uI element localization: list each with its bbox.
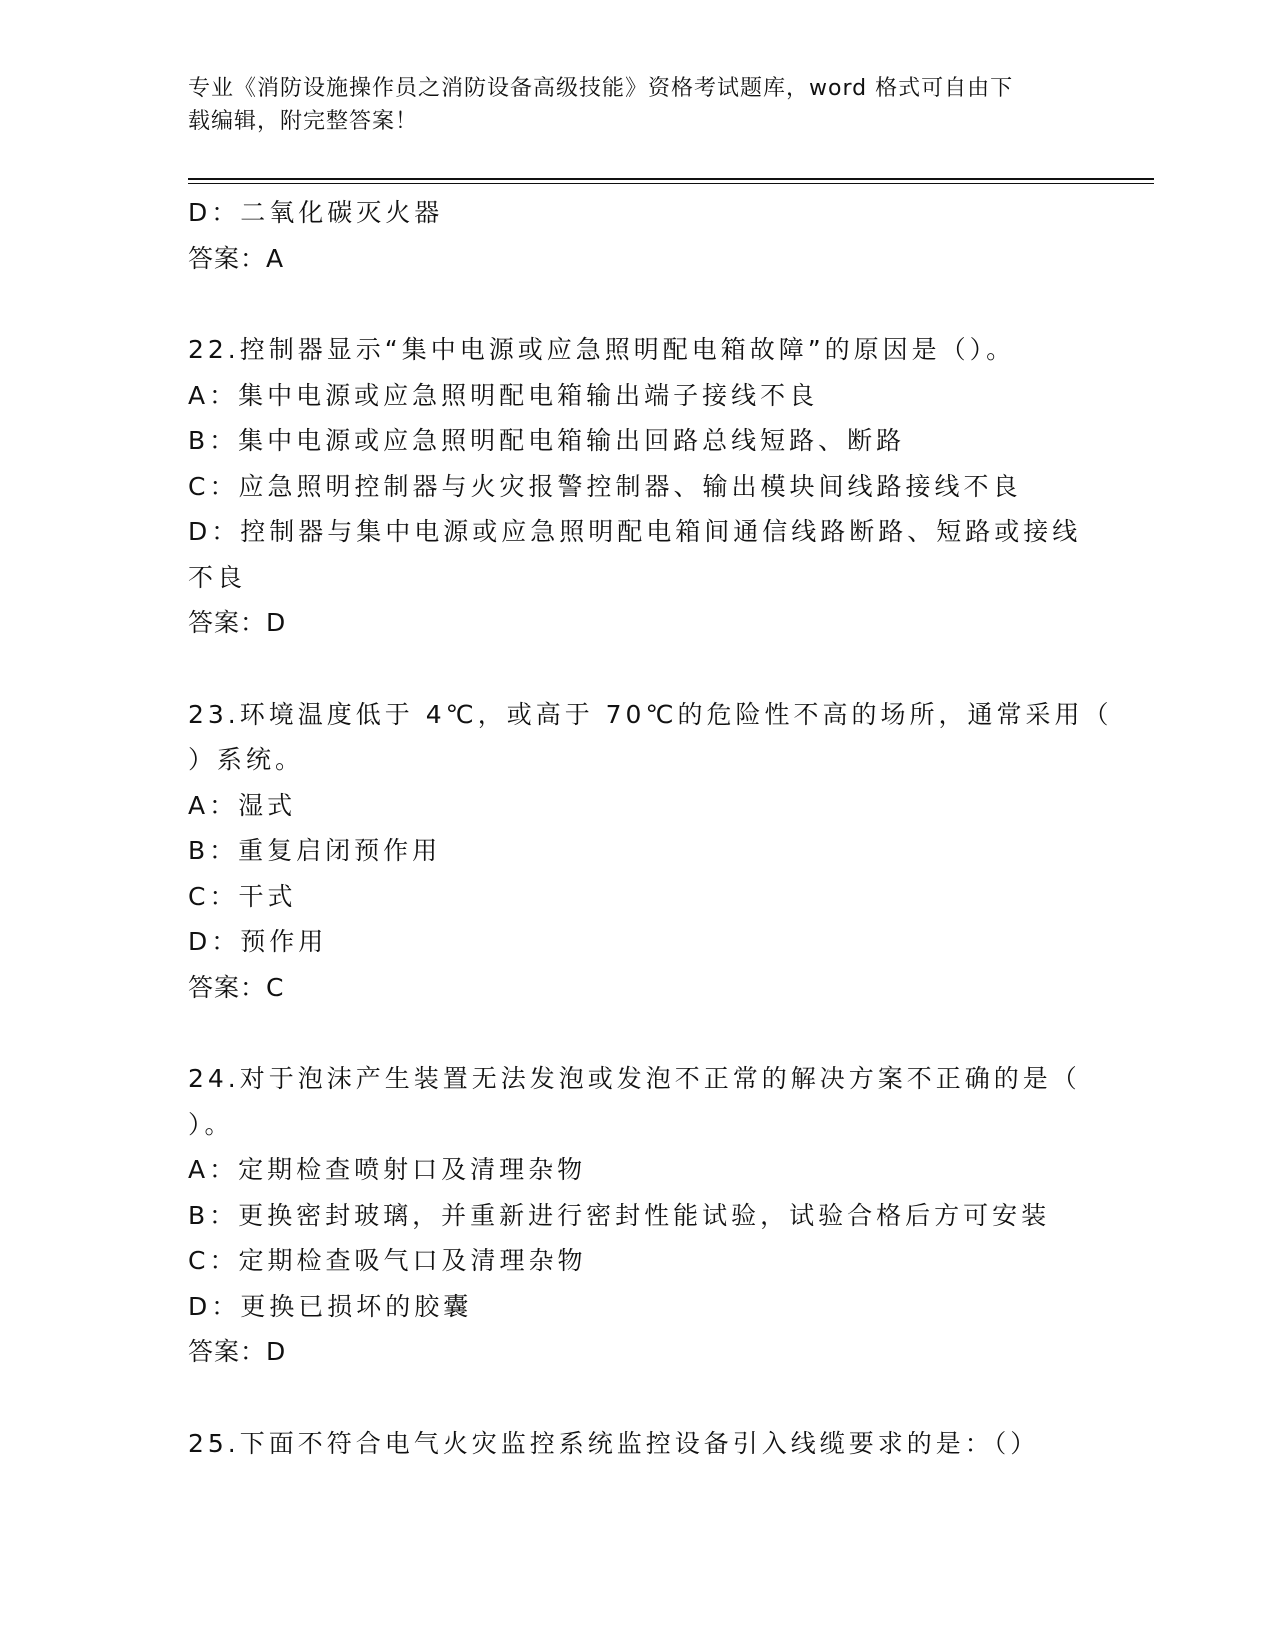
question-stem: 23.环境温度低于 4℃，或高于 70℃的危险性不高的场所，通常采用（ [188, 699, 1113, 729]
spacer [188, 281, 1078, 327]
spacer [188, 646, 1078, 692]
option-b: B：重复启闭预作用 [188, 836, 442, 865]
question-stem-continued: ）。 [188, 1109, 234, 1139]
option-a: A：集中电源或应急照明配电箱输出端子接线不良 [188, 380, 819, 410]
option-c: C：定期检查吸气口及清理杂物 [188, 1246, 587, 1275]
option-d: D：更换已损坏的胶囊 [188, 1291, 473, 1321]
spacer [188, 1375, 1078, 1421]
header-line-1: 专业《消防设施操作员之消防设备高级技能》资格考试题库，word 格式可自由下 [188, 76, 1014, 101]
document-header [188, 72, 1068, 138]
option-c: C：应急照明控制器与火灾报警控制器、输出模块间线路接线不良 [188, 471, 1022, 501]
question-21 [188, 190, 1078, 281]
option-a: A：湿式 [188, 790, 297, 820]
option-d: D：二氧化碳灭火器 [188, 198, 444, 227]
question-23 [188, 692, 1113, 1011]
question-stem: 24.对于泡沫产生装置无法发泡或发泡不正常的解决方案不正确的是（ [188, 1064, 1081, 1093]
question-list [188, 190, 1113, 1466]
header-divider-thick [188, 178, 1154, 180]
question-stem-continued: ）系统。 [188, 745, 305, 774]
answer: 答案：D [188, 608, 287, 637]
option-d: D：控制器与集中电源或应急照明配电箱间通信线路断路、短路或接线 [188, 517, 1082, 546]
question-stem: 25.下面不符合电气火灾监控系统监控设备引入线缆要求的是：（） [188, 1428, 1040, 1458]
spacer [188, 1010, 1078, 1056]
header-line-2: 载编辑，附完整答案！ [188, 109, 419, 134]
question-24 [188, 1056, 1081, 1375]
option-d-continued: 不良 [188, 562, 247, 592]
option-d: D：预作用 [188, 927, 328, 956]
question-stem: 22.控制器显示“集中电源或应急照明配电箱故障”的原因是（）。 [188, 335, 1016, 364]
option-a: A：定期检查喷射口及清理杂物 [188, 1155, 587, 1184]
header-divider-thin [188, 183, 1154, 184]
answer: 答案：D [188, 1337, 287, 1366]
answer: 答案：A [188, 243, 285, 273]
option-c: C：干式 [188, 881, 297, 911]
option-b: B：集中电源或应急照明配电箱输出回路总线短路、断路 [188, 426, 906, 455]
option-b: B：更换密封玻璃，并重新进行密封性能试验，试验合格后方可安装 [188, 1200, 1051, 1230]
answer: 答案：C [188, 972, 285, 1002]
question-25 [188, 1421, 1078, 1467]
question-22 [188, 327, 1082, 646]
